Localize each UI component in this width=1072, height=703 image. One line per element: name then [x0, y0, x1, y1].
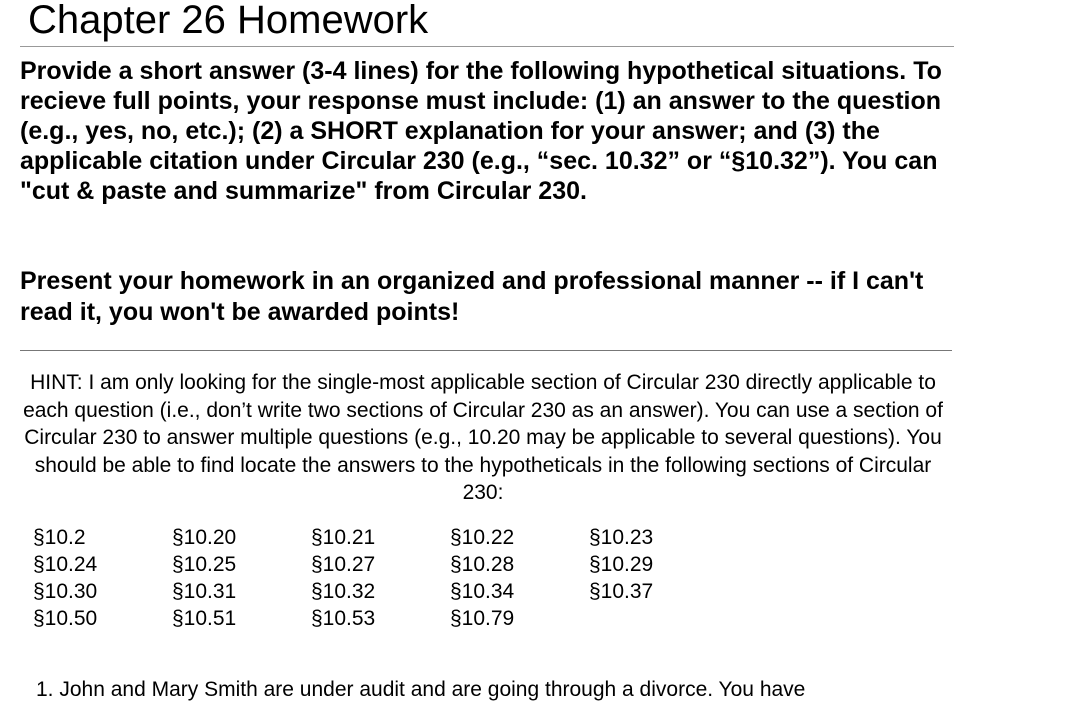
section-reference: §10.34	[450, 580, 515, 603]
section-row	[33, 578, 728, 605]
section-row	[33, 524, 728, 551]
instructions-paragraph: Provide a short answer (3-4 lines) for the following hypothetical situations. To recieve full points, your response must include: (1) an answer to the question (e.g., yes, no, etc.); (2) a SHORT explanation for your answer; and (3) the applicable citation under Circular 230 (e.g., “sec. 10.32” or “§10.32”). You can "cut & paste and summarize" from Circular 230.	[20, 57, 942, 205]
section-reference: §10.51	[172, 607, 237, 630]
section-reference: §10.21	[311, 526, 376, 549]
section-reference: §10.20	[172, 526, 237, 549]
section-reference: §10.32	[311, 580, 376, 603]
hint-paragraph: HINT: I am only looking for the single-most applicable section of Circular 230 directly applicable to each question (i.e., don’t write two sections of Circular 230 as an answer). You can use a section of Circular 230 to answer multiple questions (e.g., 10.20 may be applicable to several questions). You should be able to find locate the answers to the hypotheticals in the following sections of Circular 230:	[23, 371, 943, 504]
section-reference: §10.29	[589, 553, 654, 576]
section-reference: §10.79	[450, 607, 515, 630]
section-reference: §10.23	[589, 526, 654, 549]
section-reference	[589, 605, 728, 632]
question-1-partial: 1. John and Mary Smith are under audit and are going through a divorce. You have	[36, 678, 806, 701]
title-divider	[20, 46, 954, 47]
section-reference: §10.24	[33, 553, 98, 576]
section-row	[33, 551, 728, 578]
section-reference: §10.37	[589, 580, 654, 603]
section-reference: §10.2	[33, 526, 86, 549]
section-reference: §10.25	[172, 553, 237, 576]
section-row	[33, 605, 728, 632]
section-reference: §10.53	[311, 607, 376, 630]
section-divider	[20, 350, 952, 351]
presentation-warning: Present your homework in an organized and professional manner -- if I can't read it, you won't be awarded points!	[20, 267, 924, 326]
section-reference: §10.22	[450, 526, 515, 549]
section-reference: §10.28	[450, 553, 515, 576]
section-reference: §10.30	[33, 580, 98, 603]
page-title: Chapter 26 Homework	[28, 0, 429, 42]
section-reference: §10.27	[311, 553, 376, 576]
section-list	[33, 524, 728, 632]
section-reference: §10.31	[172, 580, 237, 603]
section-reference: §10.50	[33, 607, 98, 630]
